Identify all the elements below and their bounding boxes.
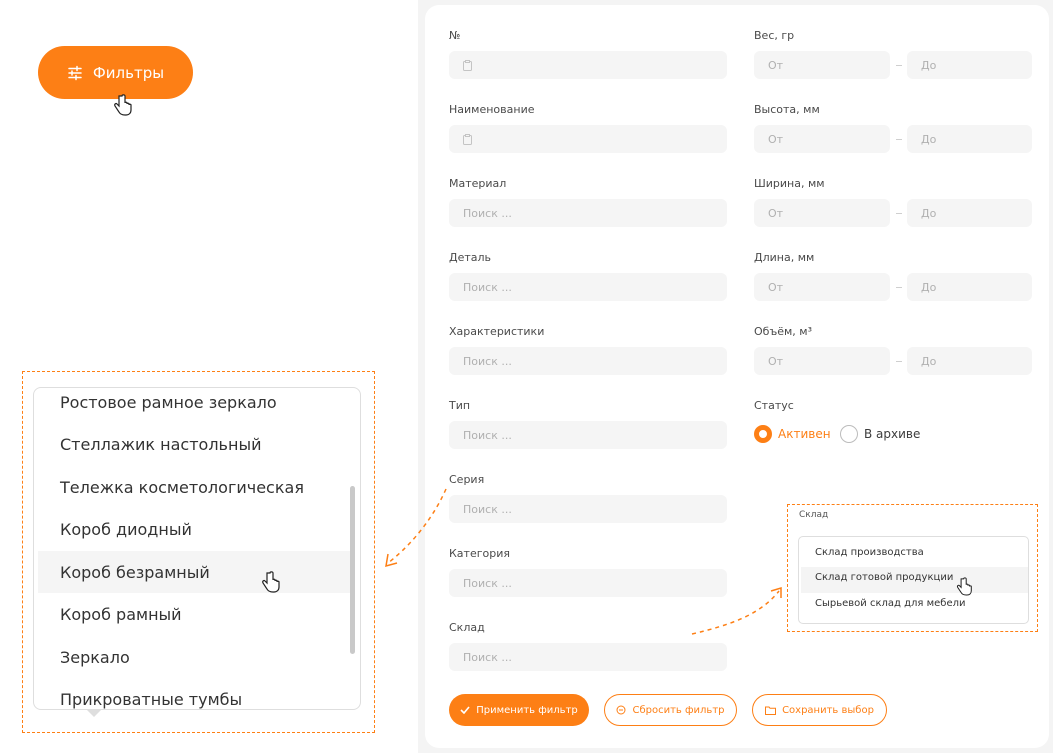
list-item[interactable]: Стеллажик настольный — [60, 435, 262, 454]
material-input[interactable]: Поиск ... — [449, 199, 727, 227]
apply-filter-label: Применить фильтр — [476, 704, 578, 716]
length-label: Длина, мм — [754, 251, 815, 264]
range-dash — [896, 65, 902, 66]
volume-label: Объём, м³ — [754, 325, 812, 338]
dropdown-pointer — [86, 709, 102, 717]
reset-filter-button[interactable] — [604, 694, 737, 726]
series-label: Серия — [449, 473, 485, 486]
height-label: Высота, мм — [754, 103, 820, 116]
clipboard-icon — [463, 60, 472, 71]
radio-checked-icon — [754, 425, 772, 443]
warehouse-label: Склад — [449, 621, 485, 634]
filters-button[interactable] — [38, 46, 193, 99]
number-label: № — [449, 29, 461, 42]
range-dash — [896, 213, 902, 214]
check-icon — [460, 706, 470, 714]
filters-button-label: Фильтры — [92, 63, 165, 82]
series-dropdown-list — [33, 387, 361, 710]
filter-panel — [425, 5, 1049, 748]
warehouse-dropdown-list — [798, 536, 1029, 624]
width-to-input[interactable]: До — [907, 199, 1032, 227]
radio-unchecked-icon — [840, 425, 858, 443]
status-active-radio[interactable] — [754, 425, 831, 443]
save-selection-label: Сохранить выбор — [782, 704, 874, 716]
height-from-input[interactable]: От — [754, 125, 890, 153]
list-item[interactable]: Сырьевой склад для мебели — [815, 598, 966, 609]
sliders-icon — [67, 65, 83, 81]
warehouse-input[interactable]: Поиск ... — [449, 643, 727, 671]
volume-to-input[interactable]: До — [907, 347, 1032, 375]
warehouse-dropdown-title: Склад — [799, 510, 829, 520]
list-item[interactable]: Прикроватные тумбы — [60, 690, 243, 709]
hand-cursor-icon — [956, 577, 973, 596]
list-item[interactable]: Короб безрамный — [60, 563, 210, 582]
weight-label: Вес, гр — [754, 29, 795, 42]
characteristics-input[interactable]: Поиск ... — [449, 347, 727, 375]
material-label: Материал — [449, 177, 507, 190]
series-input[interactable]: Поиск ... — [449, 495, 727, 523]
apply-filter-button[interactable] — [449, 694, 589, 726]
list-item[interactable]: Склад производства — [815, 547, 924, 558]
list-item[interactable]: Склад готовой продукции — [815, 572, 954, 583]
status-archive-radio[interactable] — [840, 425, 920, 443]
length-from-input[interactable]: От — [754, 273, 890, 301]
category-input[interactable]: Поиск ... — [449, 569, 727, 597]
clipboard-icon — [463, 134, 472, 145]
type-label: Тип — [449, 399, 471, 412]
minus-circle-icon — [616, 705, 626, 715]
list-item[interactable]: Тележка косметологическая — [60, 478, 304, 497]
hand-cursor-icon — [261, 571, 281, 593]
weight-from-input[interactable]: От — [754, 51, 890, 79]
list-item[interactable]: Короб диодный — [60, 520, 192, 539]
folder-icon — [765, 706, 776, 715]
width-label: Ширина, мм — [754, 177, 825, 190]
range-dash — [896, 361, 902, 362]
name-input[interactable] — [449, 125, 727, 153]
range-dash — [896, 139, 902, 140]
type-input[interactable]: Поиск ... — [449, 421, 727, 449]
arrow-head — [386, 554, 397, 566]
weight-to-input[interactable]: До — [907, 51, 1032, 79]
save-selection-button[interactable] — [752, 694, 887, 726]
status-archive-label: В архиве — [864, 427, 921, 441]
length-to-input[interactable]: До — [907, 273, 1032, 301]
volume-from-input[interactable]: От — [754, 347, 890, 375]
list-item[interactable]: Короб рамный — [60, 605, 182, 624]
list-item[interactable]: Зеркало — [60, 648, 130, 667]
category-label: Категория — [449, 547, 510, 560]
number-input[interactable] — [449, 51, 727, 79]
range-dash — [896, 287, 902, 288]
status-label: Статус — [754, 399, 794, 412]
characteristics-label: Характеристики — [449, 325, 545, 338]
hand-cursor-icon — [113, 94, 133, 116]
height-to-input[interactable]: До — [907, 125, 1032, 153]
detail-input[interactable]: Поиск ... — [449, 273, 727, 301]
width-from-input[interactable]: От — [754, 199, 890, 227]
list-item[interactable]: Ростовое рамное зеркало — [60, 393, 277, 412]
reset-filter-label: Сбросить фильтр — [632, 704, 725, 716]
scrollbar-thumb[interactable] — [350, 486, 355, 654]
detail-label: Деталь — [449, 251, 492, 264]
name-label: Наименование — [449, 103, 535, 116]
status-active-label: Активен — [778, 427, 831, 441]
